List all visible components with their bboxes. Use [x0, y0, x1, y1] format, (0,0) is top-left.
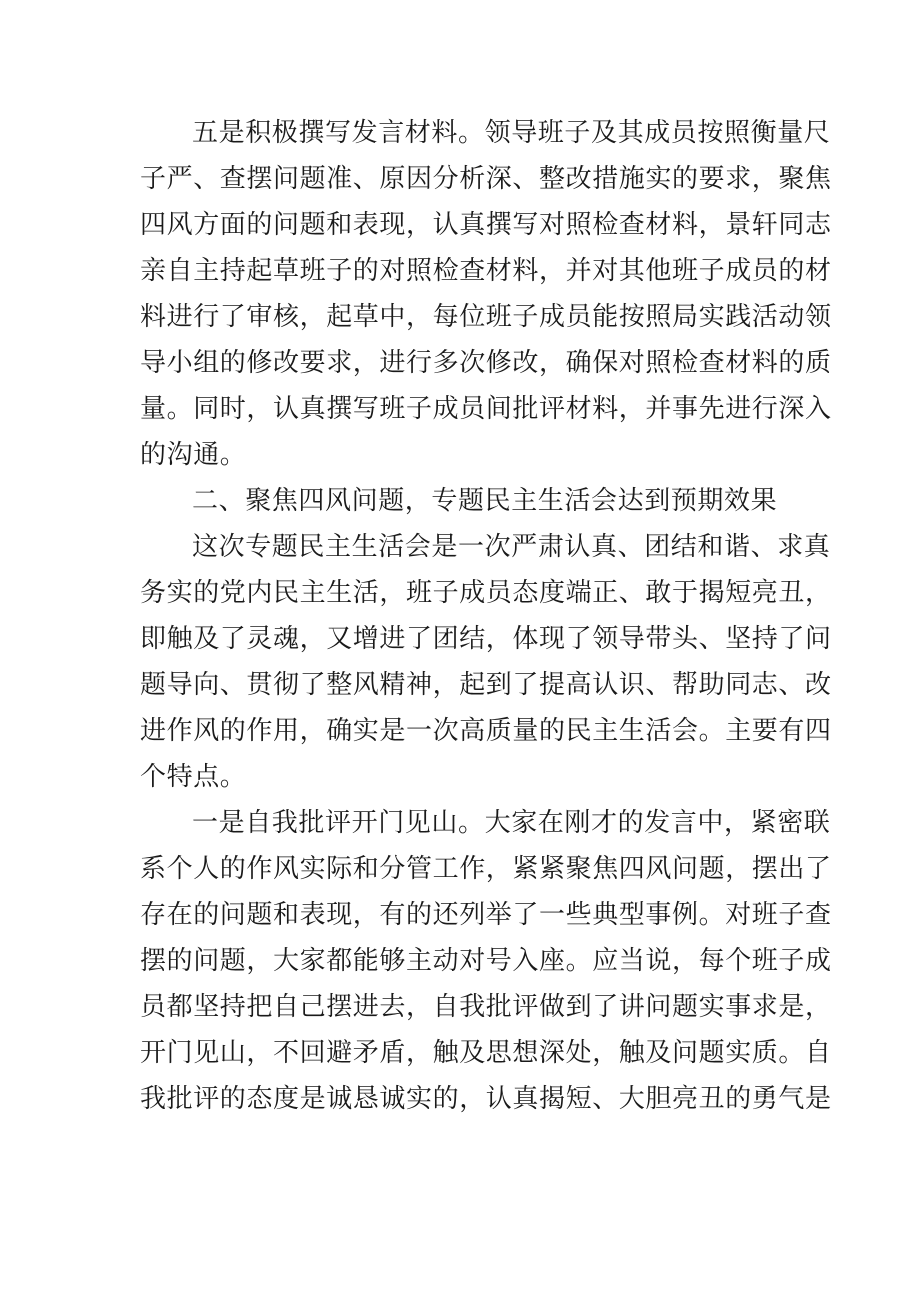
text-line: 进作风的作用，确实是一次高质量的民主生活会。主要有四	[140, 716, 832, 746]
text-line: 我批评的态度是诚恳诚实的，认真揭短、大胆亮丑的勇气是	[140, 1084, 832, 1114]
text-line: 亲自主持起草班子的对照检查材料，并对其他班子成员的材	[140, 256, 832, 286]
text-line: 的沟通。	[140, 440, 247, 470]
text-line: 个特点。	[140, 762, 247, 792]
text-line: 员都坚持把自己摆进去，自我批评做到了讲问题实事求是，	[140, 992, 832, 1022]
text-line: 务实的党内民主生活，班子成员态度端正、敢于揭短亮丑，	[140, 578, 832, 608]
text-line: 存在的问题和表现，有的还列举了一些典型事例。对班子查	[140, 900, 832, 930]
paragraph-meeting-summary	[140, 524, 832, 800]
section-heading-two	[140, 478, 792, 524]
text-line: 系个人的作风实际和分管工作，紧紧聚焦四风问题，摆出了	[140, 854, 832, 884]
text-line: 四风方面的问题和表现，认真撰写对照检查材料，景轩同志	[140, 210, 832, 240]
text-line: 一是自我批评开门见山。大家在刚才的发言中，紧密联	[192, 808, 831, 838]
paragraph-point-five	[140, 110, 832, 478]
paragraph-point-one	[140, 800, 832, 1122]
text-line: 开门见山，不回避矛盾，触及思想深处，触及问题实质。自	[140, 1038, 832, 1068]
document-body	[140, 110, 832, 1122]
text-line: 这次专题民主生活会是一次严肃认真、团结和谐、求真	[192, 532, 831, 562]
text-line: 五是积极撰写发言材料。领导班子及其成员按照衡量尺	[192, 118, 831, 148]
text-line: 题导向、贯彻了整风精神，起到了提高认识、帮助同志、改	[140, 670, 832, 700]
text-line: 料进行了审核，起草中，每位班子成员能按照局实践活动领	[140, 302, 832, 332]
section-heading-text: 二、聚焦四风问题，专题民主生活会达到预期效果	[192, 486, 778, 516]
text-line: 导小组的修改要求，进行多次修改，确保对照检查材料的质	[140, 348, 832, 378]
text-line: 即触及了灵魂，又增进了团结，体现了领导带头、坚持了问	[140, 624, 832, 654]
text-line: 子严、查摆问题准、原因分析深、整改措施实的要求，聚焦	[140, 164, 832, 194]
text-line: 摆的问题，大家都能够主动对号入座。应当说，每个班子成	[140, 946, 832, 976]
text-line: 量。同时，认真撰写班子成员间批评材料，并事先进行深入	[140, 394, 832, 424]
